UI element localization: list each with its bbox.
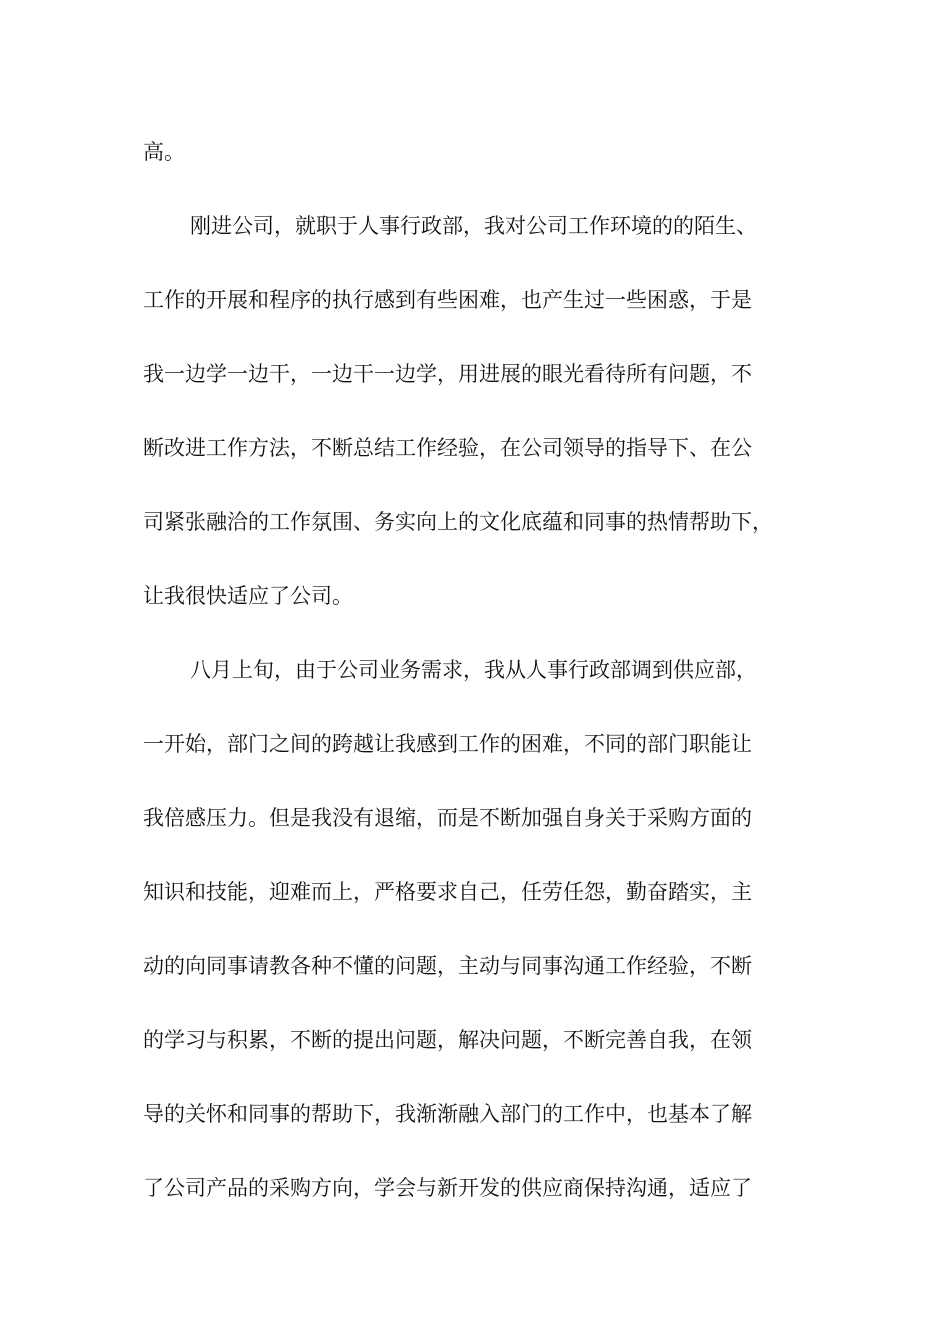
text-line: 司紧张融洽的工作氛围、务实向上的文化底蕴和同事的热情帮助下， (143, 510, 773, 534)
text-line: 断改进工作方法，不断总结工作经验，在公司领导的指导下、在公 (143, 436, 752, 460)
text-line: 工作的开展和程序的执行感到有些困难，也产生过一些困惑，于是 (143, 288, 752, 312)
text-line: 的学习与积累，不断的提出问题，解决问题，不断完善自我，在领 (143, 1028, 752, 1052)
text-line: 我一边学一边干，一边干一边学，用进展的眼光看待所有问题，不 (143, 362, 752, 386)
text-line: 让我很快适应了公司。 (143, 584, 353, 608)
text-line: 知识和技能，迎难而上，严格要求自己，任劳任怨，勤奋踏实，主 (143, 880, 752, 904)
paragraph-first-line: 刚进公司，就职于人事行政部，我对公司工作环境的的陌生、 (190, 214, 757, 238)
text-line: 导的关怀和同事的帮助下，我渐渐融入部门的工作中，也基本了解 (143, 1102, 752, 1126)
text-line: 高。 (143, 140, 185, 164)
text-line: 动的向同事请教各种不懂的问题，主动与同事沟通工作经验，不断 (143, 954, 752, 978)
text-line: 了公司产品的采购方向，学会与新开发的供应商保持沟通，适应了 (143, 1176, 752, 1200)
paragraph-first-line: 八月上旬，由于公司业务需求，我从人事行政部调到供应部， (190, 658, 757, 682)
text-line: 一开始，部门之间的跨越让我感到工作的困难，不同的部门职能让 (143, 732, 752, 756)
text-line: 我倍感压力。但是我没有退缩，而是不断加强自身关于采购方面的 (143, 806, 752, 830)
